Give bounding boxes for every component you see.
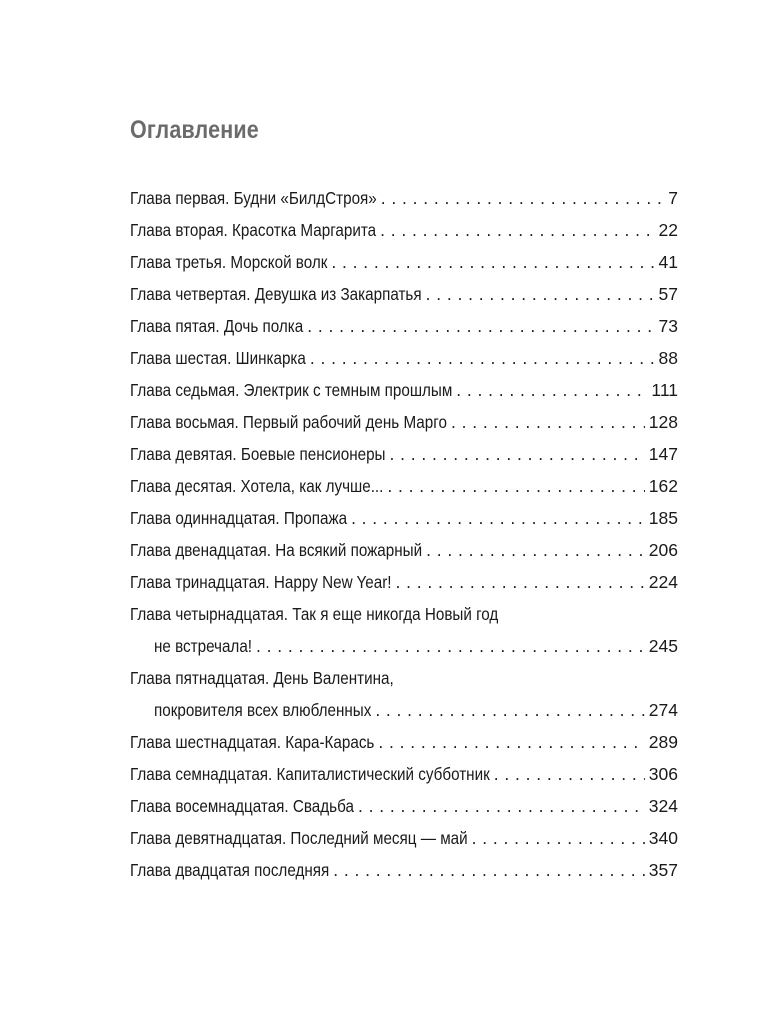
page-number: 206 — [648, 540, 678, 560]
dot-leader — [494, 758, 645, 790]
dot-leader — [472, 822, 645, 854]
toc-entry[interactable] — [130, 534, 678, 566]
chapter-title: Глава шестнадцатая. Кара-Карась — [130, 732, 375, 752]
chapter-title: Глава третья. Морской волк — [130, 252, 328, 272]
dot-leader — [307, 310, 654, 342]
page-number: 162 — [648, 476, 678, 496]
toc-entry-line — [130, 758, 678, 790]
toc-entry-continuation-line — [130, 630, 678, 662]
dot-leader — [378, 726, 644, 758]
toc-entry[interactable] — [130, 566, 678, 598]
page-number: 73 — [658, 316, 678, 336]
toc-entry-line — [130, 342, 678, 374]
chapter-title: Глава семнадцатая. Капиталистический субботник — [130, 764, 490, 784]
dot-leader — [387, 470, 644, 502]
dot-leader — [381, 182, 664, 214]
page-number: 41 — [658, 252, 678, 272]
page-number: 306 — [648, 764, 678, 784]
chapter-title: Глава шестая. Шинкарка — [130, 348, 306, 368]
dot-leader — [333, 854, 645, 886]
page-number: 357 — [648, 860, 678, 880]
dot-leader — [351, 502, 645, 534]
chapter-title: Глава пятнадцатая. День Валентина, — [130, 668, 394, 688]
toc-entry[interactable] — [130, 438, 678, 470]
toc-entry[interactable] — [130, 310, 678, 342]
chapter-title: Глава двадцатая последняя — [130, 860, 330, 880]
dot-leader — [426, 534, 645, 566]
page-number: 111 — [651, 380, 678, 400]
dot-leader — [310, 342, 655, 374]
toc-entry-line — [130, 278, 678, 310]
toc-entry[interactable] — [130, 598, 678, 662]
toc-entry[interactable] — [130, 214, 678, 246]
chapter-title: Глава десятая. Хотела, как лучше... — [130, 476, 384, 496]
dot-leader — [396, 566, 645, 598]
chapter-title: Глава тринадцатая. Happy New Year! — [130, 572, 392, 592]
toc-entry[interactable] — [130, 470, 678, 502]
chapter-title: Глава девятнадцатая. Последний месяц — май — [130, 828, 468, 848]
page-number: 274 — [648, 700, 678, 720]
page-number: 324 — [648, 796, 678, 816]
page-number: 245 — [648, 636, 678, 656]
toc-list — [130, 182, 678, 886]
toc-entry[interactable] — [130, 662, 678, 726]
chapter-title: Глава вторая. Красотка Маргарита — [130, 220, 377, 240]
page-number: 7 — [668, 188, 678, 208]
chapter-title: Глава двенадцатая. На всякий пожарный — [130, 540, 423, 560]
toc-entry-line — [130, 246, 678, 278]
chapter-title: Глава четвертая. Девушка из Закарпатья — [130, 284, 422, 304]
toc-entry-line — [130, 502, 678, 534]
page-number: 289 — [648, 732, 678, 752]
page-number: 88 — [658, 348, 678, 368]
dot-leader — [375, 694, 644, 726]
toc-entry[interactable] — [130, 406, 678, 438]
toc-entry-line — [130, 374, 678, 406]
toc-entry[interactable] — [130, 246, 678, 278]
toc-entry-line — [130, 790, 678, 822]
dot-leader — [358, 790, 645, 822]
toc-entry-line — [130, 470, 678, 502]
toc-entry-continuation-line — [130, 694, 678, 726]
dot-leader — [380, 214, 654, 246]
toc-entry-line — [130, 438, 678, 470]
chapter-title: покровителя всех влюбленных — [154, 700, 372, 720]
dot-leader — [426, 278, 655, 310]
toc-title: Оглавление — [130, 116, 259, 144]
toc-entry-line — [130, 182, 678, 214]
toc-entry[interactable] — [130, 342, 678, 374]
toc-entry[interactable] — [130, 374, 678, 406]
page-number: 185 — [648, 508, 678, 528]
dot-leader — [389, 438, 644, 470]
toc-entry[interactable] — [130, 726, 678, 758]
toc-entry-line — [130, 662, 678, 694]
chapter-title: Глава девятая. Боевые пенсионеры — [130, 444, 386, 464]
chapter-title: Глава восемнадцатая. Свадьба — [130, 796, 354, 816]
chapter-title: Глава пятая. Дочь полка — [130, 316, 304, 336]
dot-leader — [456, 374, 647, 406]
toc-entry[interactable] — [130, 278, 678, 310]
toc-entry-line — [130, 598, 678, 630]
chapter-title: Глава четырнадцатая. Так я еще никогда Новый год — [130, 604, 499, 624]
chapter-title: Глава восьмая. Первый рабочий день Марго — [130, 412, 447, 432]
toc-entry-line — [130, 726, 678, 758]
toc-entry[interactable] — [130, 502, 678, 534]
toc-entry-line — [130, 566, 678, 598]
chapter-title: Глава первая. Будни «БилдСтроя» — [130, 188, 377, 208]
toc-entry[interactable] — [130, 790, 678, 822]
page-number: 340 — [648, 828, 678, 848]
page-number: 128 — [648, 412, 678, 432]
toc-entry-line — [130, 310, 678, 342]
toc-entry-line — [130, 406, 678, 438]
dot-leader — [451, 406, 645, 438]
toc-entry-line — [130, 534, 678, 566]
toc-entry[interactable] — [130, 182, 678, 214]
page-number: 147 — [648, 444, 678, 464]
dot-leader — [331, 246, 654, 278]
chapter-title: не встречала! — [154, 636, 253, 656]
page-number: 224 — [648, 572, 678, 592]
toc-entry-line — [130, 214, 678, 246]
toc-entry[interactable] — [130, 854, 678, 886]
toc-entry[interactable] — [130, 822, 678, 854]
toc-entry-line — [130, 854, 678, 886]
dot-leader — [256, 630, 645, 662]
chapter-title: Глава седьмая. Электрик с темным прошлым — [130, 380, 453, 400]
page-number: 22 — [658, 220, 678, 240]
toc-entry[interactable] — [130, 758, 678, 790]
page-number: 57 — [658, 284, 678, 304]
chapter-title: Глава одиннадцатая. Пропажа — [130, 508, 348, 528]
toc-entry-line — [130, 822, 678, 854]
